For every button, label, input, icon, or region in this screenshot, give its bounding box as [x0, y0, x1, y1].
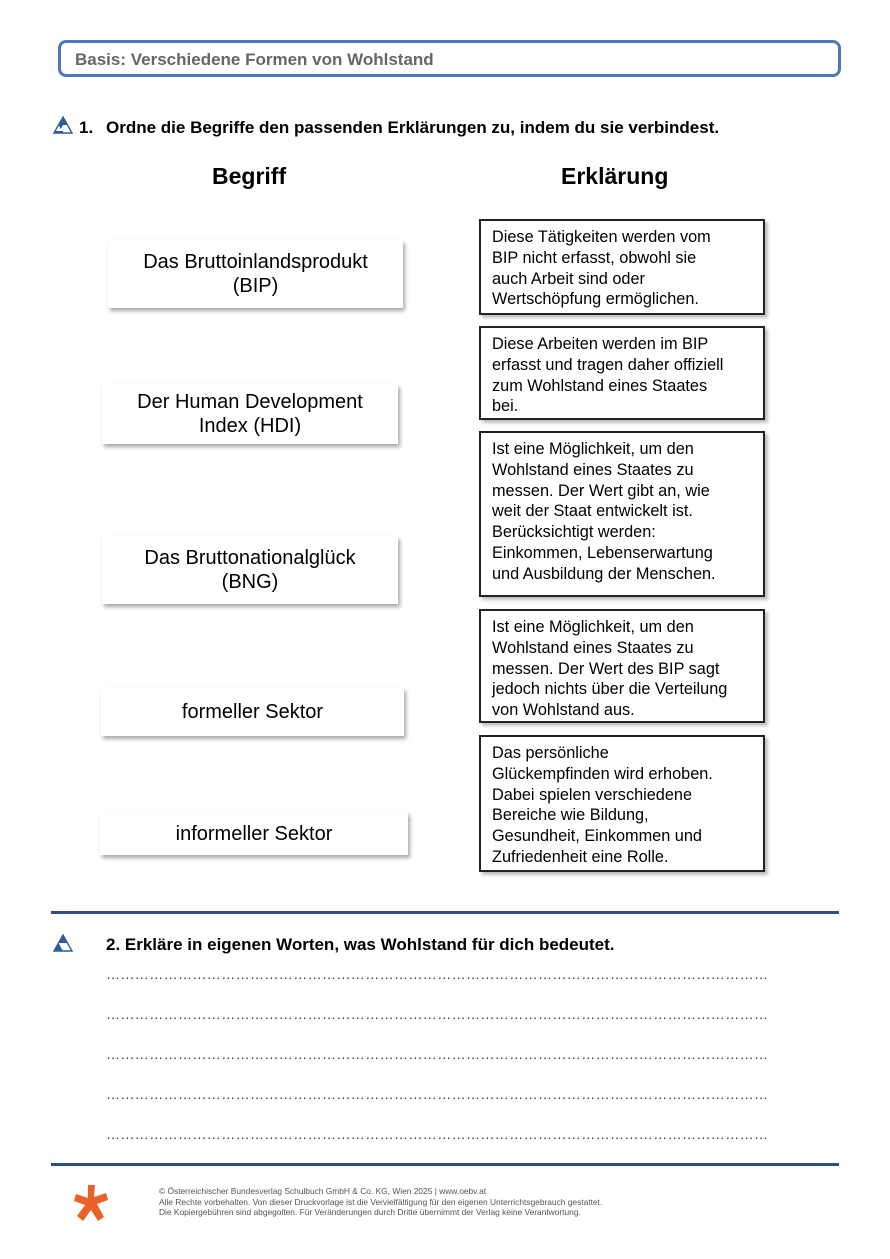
term-line: formeller Sektor	[181, 701, 324, 723]
answer-line[interactable]: …………………………………………………………………………………………………………………………	[106, 1086, 769, 1102]
explanation-line: Einkommen, Lebenserwartung	[492, 543, 713, 562]
footer-divider	[51, 1163, 839, 1166]
footer-copyright	[159, 1186, 602, 1218]
explanation-line: Wohlstand eines Staates zu	[492, 638, 694, 657]
explanation-line: Wertschöpfung ermöglichen.	[492, 290, 699, 309]
explanation-line: BIP nicht erfasst, obwohl sie	[492, 248, 697, 267]
term-line: informeller Sektor	[175, 822, 333, 845]
explanation-line: bei.	[492, 397, 519, 416]
term-line: Das Bruttonationalglück	[144, 547, 356, 569]
task2-instruction: 2. Erkläre in eigenen Worten, was Wohlstand für dich bedeutet.	[106, 935, 615, 954]
answer-line[interactable]: …………………………………………………………………………………………………………………………	[106, 1006, 769, 1022]
page-title: Basis: Verschiedene Formen von Wohlstand	[75, 50, 434, 69]
explanation-line: messen. Der Wert des BIP sagt	[492, 659, 720, 678]
explanation-line: Bereiche wie Bildung,	[492, 806, 649, 825]
explanation-line: jedoch nichts über die Verteilung	[492, 680, 728, 699]
term-card-bip[interactable]	[108, 240, 403, 308]
term-card-informeller-sektor[interactable]	[100, 812, 408, 855]
level-triangle-icon	[53, 116, 73, 134]
explanation-card-1[interactable]	[479, 219, 765, 315]
explanation-line: Dabei spielen verschiedene	[492, 785, 693, 804]
explanation-line: und Ausbildung der Menschen.	[492, 564, 716, 583]
term-line: Index (HDI)	[198, 415, 302, 437]
answer-line[interactable]: …………………………………………………………………………………………………………………………	[106, 966, 769, 982]
explanation-line: von Wohlstand aus.	[492, 701, 635, 720]
term-card-hdi[interactable]	[102, 384, 398, 444]
term-line: (BIP)	[232, 275, 279, 297]
explanation-line: Berücksichtigt werden:	[492, 523, 656, 542]
term-text	[144, 546, 355, 594]
explanation-line: Ist eine Möglichkeit, um den	[492, 618, 694, 636]
explanation-line: weit der Staat entwickelt ist.	[492, 502, 693, 521]
explanation-card-2[interactable]	[479, 326, 765, 420]
footer-line: Alle Rechte vorbehalten. Von dieser Druckvorlage ist die Vervielfältigung für den eigenen Unterrichtsgebrauch gestattet.	[159, 1196, 603, 1207]
explanation-card-5[interactable]	[479, 735, 765, 872]
explanation-line: Glückempfinden wird erhoben.	[492, 764, 713, 783]
term-line: Der Human Development	[137, 391, 363, 413]
explanation-line: zum Wohlstand eines Staates	[492, 376, 708, 395]
explanation-line: Das persönliche	[492, 744, 609, 762]
title-box	[58, 40, 841, 77]
task1-number: 1.	[79, 118, 94, 137]
publisher-logo-icon	[71, 1183, 111, 1223]
explanation-line: auch Arbeit sind oder	[492, 269, 645, 288]
explanation-line: Diese Tätigkeiten werden vom	[492, 228, 711, 246]
term-card-formeller-sektor[interactable]	[101, 688, 404, 736]
explanation-line: Zufriedenheit eine Rolle.	[492, 847, 669, 866]
column-heading-erklaerung: Erklärung	[561, 163, 669, 189]
explanation-line: Ist eine Möglichkeit, um den	[492, 440, 694, 458]
term-text	[143, 250, 368, 298]
answer-line[interactable]: …………………………………………………………………………………………………………………………	[106, 1046, 769, 1062]
task1-instruction: Ordne die Begriffe den passenden Erklärungen zu, indem du sie verbindest.	[106, 118, 720, 137]
explanation-card-3[interactable]	[479, 431, 765, 597]
explanation-line: Diese Arbeiten werden im BIP	[492, 335, 709, 353]
explanation-card-4[interactable]	[479, 609, 765, 723]
footer-line: Die Kopiergebühren sind abgegolten. Für Veränderungen durch Dritte übernimmt der Verlag keine Verantwortung.	[159, 1207, 581, 1217]
term-text	[137, 390, 363, 438]
level-triangle-icon	[53, 934, 73, 952]
term-line: Das Bruttoinlandsprodukt	[143, 251, 368, 273]
column-heading-begriff: Begriff	[212, 163, 287, 189]
section-divider	[51, 911, 839, 914]
explanation-line: Gesundheit, Einkommen und	[492, 827, 702, 846]
term-line: (BNG)	[221, 571, 279, 593]
explanation-line: Wohlstand eines Staates zu	[492, 460, 694, 479]
footer-line: © Österreichischer Bundesverlag Schulbuch GmbH & Co. KG, Wien 2025 | www.oebv.at	[159, 1186, 487, 1196]
answer-line[interactable]: …………………………………………………………………………………………………………………………	[106, 1126, 769, 1142]
explanation-line: erfasst und tragen daher offiziell	[492, 355, 724, 374]
explanation-line: messen. Der Wert gibt an, wie	[492, 481, 710, 500]
term-card-bng[interactable]	[102, 536, 398, 604]
